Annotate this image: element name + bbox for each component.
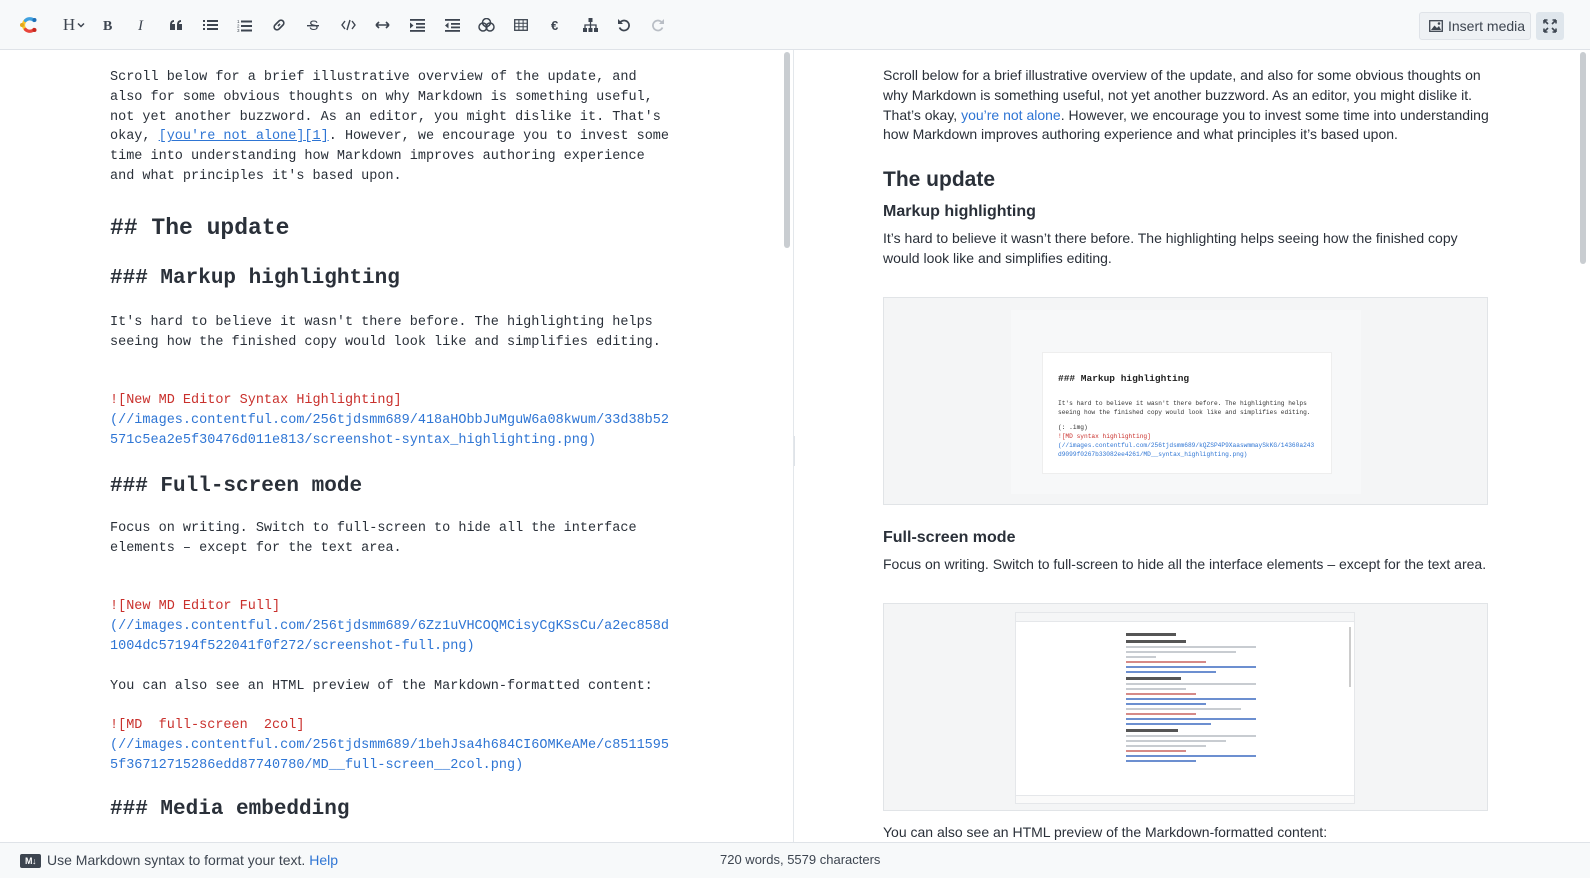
- intro-text: Scroll below for a brief illustrative overview of the update, and also for some obvious thoughts on why Markdown is something useful, not yet another buzzword. As an editor, you might dislike it. That's okay,: [110, 70, 669, 145]
- fullscreen-paragraph: Focus on writing. Switch to full-screen to hide all the interface elements – except for the text area.: [883, 555, 1487, 572]
- image-markdown-3: [110, 716, 670, 775]
- link-icon: [272, 18, 286, 32]
- code-button[interactable]: [335, 12, 361, 38]
- svg-text:I: I: [138, 18, 143, 32]
- heading-label: H: [62, 15, 76, 34]
- fullscreen-paragraph: Focus on writing. Switch to full-screen to hide all the interface elements – except for the text area.: [110, 520, 645, 556]
- horizontal-rule-icon: [375, 20, 390, 30]
- strikethrough-icon: [306, 18, 320, 32]
- numbered-list-icon: [237, 19, 252, 32]
- chevron-down-icon: [77, 21, 85, 29]
- sitemap-icon: [583, 18, 598, 32]
- insert-media-label: Insert media: [1448, 18, 1526, 34]
- horizontal-rule-button[interactable]: [369, 12, 395, 38]
- screenshot-text-lines: [1126, 629, 1256, 765]
- bullet-list-button[interactable]: [197, 12, 223, 38]
- insert-media-button[interactable]: [1419, 12, 1531, 40]
- undo-button[interactable]: [611, 12, 637, 38]
- editor-scrollbar[interactable]: [784, 52, 790, 248]
- html-preview-paragraph: You can also see an HTML preview of the Markdown-formatted content:: [883, 823, 1328, 840]
- editor-toolbar: [0, 0, 1590, 50]
- full-screen-screenshot: [883, 603, 1488, 811]
- intro-text: Scroll below for a brief illustrative overview of the update, and also for some obvious thoughts on why Markdown is something useful, not yet another buzzword. As an editor, you might dislike it. That’s okay,: [883, 67, 1481, 123]
- image-alt-text: ![MD full-screen 2col]: [110, 718, 305, 734]
- heading-the-update: ## The update: [110, 214, 290, 241]
- html-preview-paragraph: You can also see an HTML preview of the Markdown-formatted content:: [110, 678, 653, 694]
- intro-reference-link[interactable]: [you're not alone][1]: [158, 129, 329, 145]
- intro-paragraph: [110, 68, 678, 187]
- image-markdown-1: [110, 391, 670, 450]
- markup-paragraph: It's hard to believe it wasn't there before. The highlighting helps seeing how the finished copy would look like and simplifies editing.: [110, 314, 661, 350]
- screenshot-scrollbar: [1349, 627, 1351, 687]
- expand-icon: [1543, 19, 1557, 33]
- svg-text:€: €: [551, 18, 559, 32]
- image-url[interactable]: (//images.contentful.com/256tjdsmm689/1behJsa4h684CI6OMKeAMe/c85115955f36712715286edd87740780/MD__full-screen__2col.png): [110, 737, 669, 773]
- image-icon: [1429, 20, 1443, 32]
- currency-button[interactable]: [543, 12, 569, 38]
- code-icon: [341, 19, 356, 31]
- screenshot-statusbar: [1016, 795, 1354, 803]
- markdown-hint-text: Use Markdown syntax to format your text.: [47, 852, 306, 868]
- help-link[interactable]: Help: [309, 852, 339, 868]
- heading-markup-highlighting: Markup highlighting: [883, 203, 1036, 221]
- bold-icon: [101, 18, 115, 32]
- heading-full-screen-mode: Full-screen mode: [883, 528, 1016, 546]
- table-button[interactable]: [508, 12, 534, 38]
- screenshot-content: [1042, 352, 1332, 474]
- svg-text:3: 3: [236, 27, 240, 32]
- italic-icon: [135, 18, 149, 32]
- markdown-badge-icon: M↓: [20, 854, 41, 868]
- syntax-highlighting-screenshot: [883, 297, 1488, 505]
- heading-media-embedding: ### Media embedding: [110, 797, 350, 821]
- numbered-list-button[interactable]: [231, 12, 257, 38]
- image-alt-text: ![New MD Editor Full]: [110, 599, 281, 615]
- redo-icon: [651, 18, 665, 32]
- strikethrough-button[interactable]: [300, 12, 326, 38]
- outdent-icon: [445, 19, 460, 32]
- quote-icon: [169, 19, 183, 31]
- status-bar: [0, 842, 1590, 878]
- screenshot-frame: [1015, 612, 1355, 804]
- heading-the-update: The update: [883, 168, 996, 192]
- svg-text:1: 1: [236, 18, 240, 24]
- link-button[interactable]: [266, 12, 292, 38]
- undo-icon: [617, 18, 631, 32]
- preview-scrollbar[interactable]: [1580, 52, 1586, 264]
- contentful-logo-icon: [17, 13, 41, 37]
- screenshot-toolbar: [1016, 613, 1354, 622]
- markdown-hint: [47, 852, 338, 868]
- svg-text:2: 2: [236, 23, 240, 28]
- preview-content: [883, 66, 1493, 842]
- heading-full-screen-mode: ### Full-screen mode: [110, 474, 363, 498]
- intro-paragraph: [883, 66, 1493, 145]
- screenshot-text: It's hard to believe it wasn't there before. The highlighting helps seeing how the finished copy would look like and simplifies editing.: [1058, 399, 1311, 416]
- bold-button[interactable]: [95, 12, 121, 38]
- fullscreen-toggle-button[interactable]: [1536, 12, 1564, 40]
- screenshot-alt: ![MD syntax highlighting]: [1058, 432, 1151, 440]
- html-preview-pane: [795, 50, 1590, 842]
- bullet-list-icon: [203, 19, 218, 31]
- indent-icon: [410, 19, 425, 32]
- organize-button[interactable]: [577, 12, 603, 38]
- indent-button[interactable]: [404, 12, 430, 38]
- quote-button[interactable]: [163, 12, 189, 38]
- markup-paragraph: It’s hard to believe it wasn’t there before. The highlighting helps seeing how the finished copy would look like and simplifies editing.: [883, 230, 1458, 266]
- intro-text-end: . However, we encourage you to invest some time into understanding how Markdown improves authoring experience and what principles it’s based upon.: [883, 106, 1489, 143]
- outdent-button[interactable]: [439, 12, 465, 38]
- screenshot-line: (: .img): [1058, 423, 1088, 431]
- table-icon: [514, 19, 528, 31]
- image-markdown-2: [110, 597, 670, 656]
- intro-link[interactable]: you’re not alone: [961, 106, 1061, 123]
- markdown-editor-pane[interactable]: [0, 50, 794, 842]
- heading-dropdown-button[interactable]: [59, 12, 89, 38]
- italic-button[interactable]: [129, 12, 155, 38]
- image-url[interactable]: (//images.contentful.com/256tjdsmm689/418aHObbJuMguW6a08kwum/33d38b52571c5ea2e5f30476d011e813/screenshot-syntax_highlighting.png): [110, 413, 669, 448]
- image-url[interactable]: (//images.contentful.com/256tjdsmm689/6Zz1uVHCOQMCisyCgKSsCu/a2ec858d1004dc57194f522041f0f272/screenshot-full.png): [110, 619, 669, 654]
- euro-icon: [550, 18, 562, 32]
- screenshot-frame: [1011, 310, 1361, 494]
- special-characters-icon: [478, 18, 495, 32]
- markdown-text-area[interactable]: [110, 68, 678, 824]
- image-alt-text: ![New MD Editor Syntax Highlighting]: [110, 393, 402, 409]
- heading-markup-highlighting: ### Markup highlighting: [110, 266, 400, 290]
- svg-text:B: B: [103, 19, 113, 32]
- intro-text-end: . However, we encourage you to invest some time into understanding how Markdown improves authoring experience and what principles it's based upon.: [110, 129, 678, 184]
- redo-button[interactable]: [645, 12, 671, 38]
- special-characters-button[interactable]: [473, 12, 499, 38]
- screenshot-heading: ### Markup highlighting: [1058, 372, 1190, 384]
- word-count: 720 words, 5579 characters: [720, 852, 881, 867]
- screenshot-url: (//images.contentful.com/256tjdsmm689/kQZSP4P9XaaswmmaySkKG/14360a243d9099f0267b33082ee4261/MD__syntax_highlighting.png): [1058, 441, 1315, 458]
